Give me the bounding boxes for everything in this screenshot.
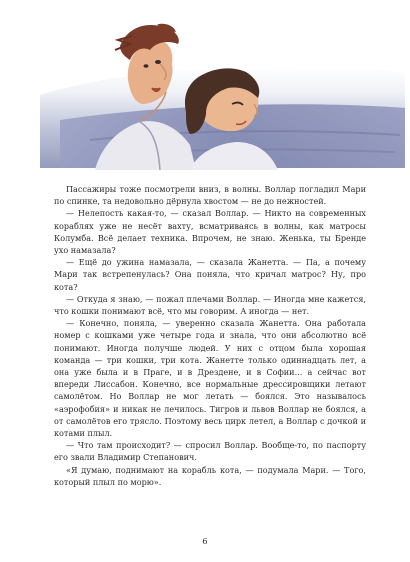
paragraph: — Откуда я знаю, — пожал плечами Воллар. — Иногда мне кажется, что кошки понимают всё, что мы говорим. А иногда — нет. [54,293,366,317]
paragraph: — Нелепость какая-то, — сказал Воллар. — Никто на современных кораблях уже не несёт вахту, всматриваясь в волны, как матросы Колумба. Всё делает техника. Впрочем, не знаю. Женька, ты Бренде ухо намазала? [54,208,366,256]
paragraph: — Что там происходит? — спросил Воллар. Вообще-то, по паспорту его звали Владимир Степанович. [54,440,366,463]
paragraph: — Конечно, поняла, — уверенно сказала Жанетта. Она работала номер с кошками уже четыре года и знала, что они абсолютно всё понимают. Иногда получше людей. У них с отцом была хорошая команда — три кошки, три кота. Жанетте только одиннадцать лет, а она уже была и в Праге, и в Дрездене, и в Софии... а сейчас вот впереди Лиссабон. Конечно, все нормальные дрессировщики летают самолётом. Но Воллар не мог летать — боялся. Это называлось «аэрофобия» и никак не лечилось. Тигров и львов Воллар не боялся, а от самолётов его трясло. Поэтому весь цирк летел, а Воллар с дочкой и котами плыл. [54,318,366,439]
paragraph: Пассажиры тоже посмотрели вниз, в волны. Воллар погладил Мари по спинке, та недовольно дёрнула хвостом — не до нежностей. [54,184,366,207]
paragraph: — Ещё до ужина намазала, — сказала Жанетта. — Па, а почему Мари так встрепенулась? Она поняла, что кричал матрос? Ну, про кота? [54,257,366,292]
paragraph: «Я думаю, поднимают на корабль кота, — подумала Мари. — Того, который плыл по морю». [54,464,366,487]
body-text [54,183,366,488]
illustration [0,0,410,170]
page-number: 6 [202,537,208,547]
